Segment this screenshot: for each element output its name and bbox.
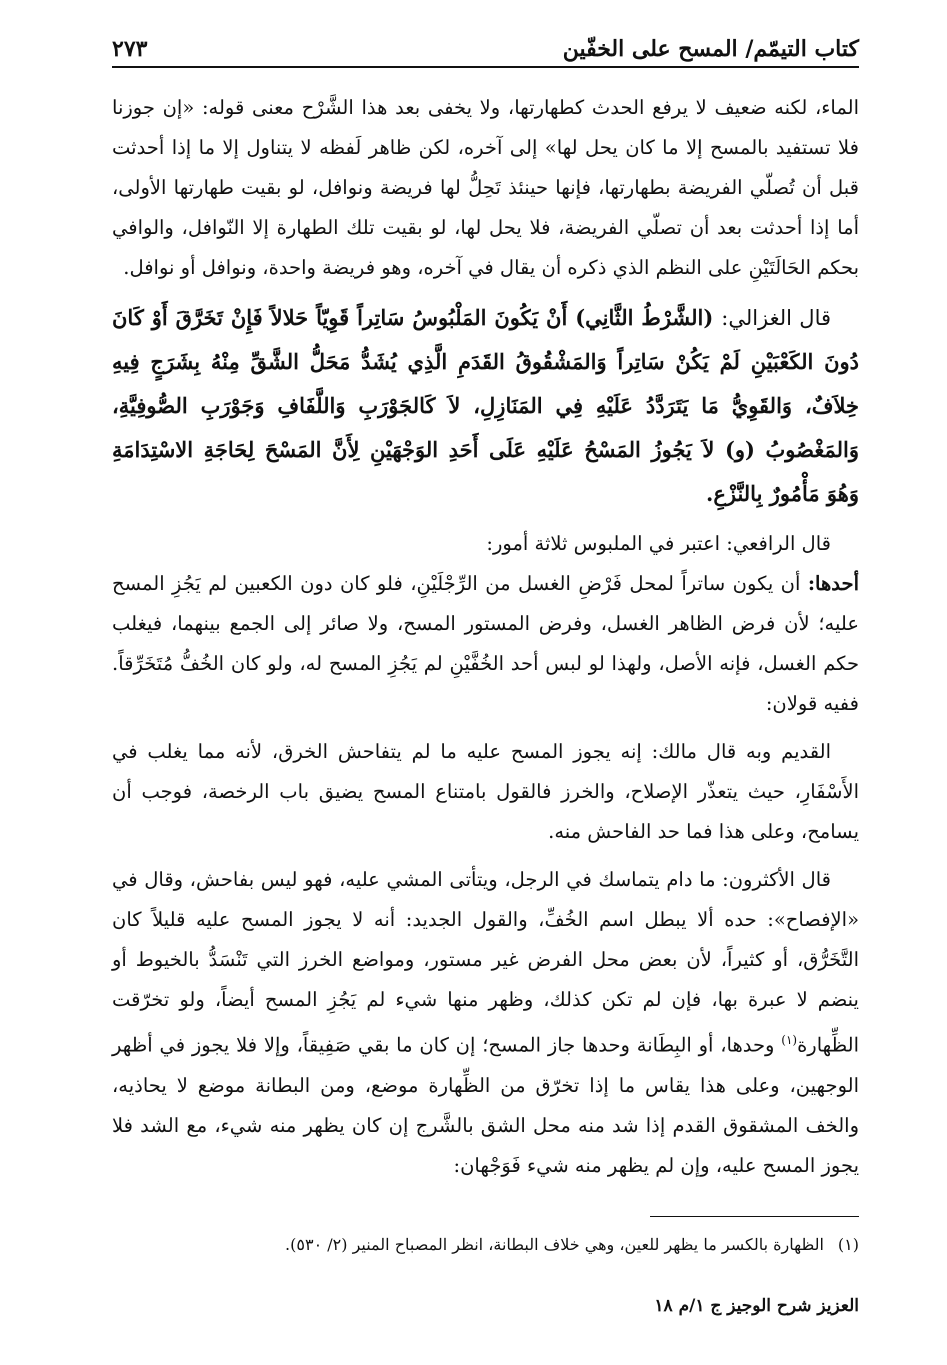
footnote-marker: (١) xyxy=(837,1235,859,1254)
paragraph-old-view: القديم وبه قال مالك: إنه يجوز المسح عليه ما لم يتفاحش الخرق، لأنه مما يغلب في الأَسْفَارِ، حيث يتعذّر الإصلاح، والخرز فالقول بامتناع المسح يضيق باب الرخصة، فوجب أن يسامح، وعلى هذا فما حد الفاحش منه. xyxy=(112,740,859,843)
paragraph-majority-view: قال الأكثرون: ما دام يتماسك في الرجل، ويتأتى المشي عليه، فهو ليس بفاحش، وقال في «الإفصاح»: حده ألا يبطل اسم الخُفِّ، والقول الجديد: أنه لا يجوز المسح عليه قليلاً كان التَّخَرُّق، أو كثيراً، لأن بعض محل الفرض غير مستور، ومواضع الخرز التي تَنْسَدُّ بالخيوط أو ينضم لا عبرة بها، فإن لم تكن كذلك، وظهر منها شيء لم يَجُزِ المسح أيضاً، ولو تخرّقت الظِّهارة$^{(١)}$ وحدها، أو البِطَانة وحدها جاز المسح؛ إن كان ما بقي صَفِيقاً، وإلا فلا يجوز في أظهر الوجهين، وعلى هذا يقاس ما إذا تخرّق من الظِّهارة موضع، ومن البطانة موضع لا يحاذيه، والخف المشقوق القدم إذا شد منه محل الشق بالشَّرج إن كان يظهر منه شيء، مع الشد فلا يجوز المسح عليه، وإن لم يظهر منه شيء فَوَجْهان: xyxy=(112,868,859,1177)
footnote-text: الظهارة بالكسر ما يظهر للعين، وهي خلاف البطانة، انظر المصباح المنير (٢/ ٥٣٠). xyxy=(285,1235,824,1254)
ghazali-quote xyxy=(112,296,859,516)
rafii-intro: قال الرافعي: اعتبر في الملبوس ثلاثة أمور: xyxy=(486,532,831,555)
printer-signature: العزيز شرح الوجيز ج ١/م ١٨ xyxy=(654,1296,859,1316)
paragraph-commentary-end: الماء، لكنه ضعيف لا يرفع الحدث كطهارتها، ولا يخفى بعد هذا الشَّرْح معنى قوله: «إن جوزنا فلا تستفيد بالمسح إلا ما كان يحل لها» إلى آخره، لكن ظاهر لَفظه لا يتناول إلا ما إذا أحدثت قبل أن تُصلّي الفريضة بطهارتها، فإنها حينئذ تَحِلُّ لها فريضة ونوافل، لو بقيت طهارتها الأولى، أما إذا أحدثت بعد أن تصلّي الفريضة، فلا يحل لها، لو بقيت تلك الطهارة إلا النّوافل، والوافي بحكم الحَالَتَيْنِ على النظم الذي ذكره أن يقال في آخره، وهو فريضة واحدة، ونوافل أو نوافل. xyxy=(112,96,859,279)
paragraph-first-condition: أحدها: أن يكون ساتراً لمحل فَرْضِ الغسل من الرِّجْلَيْنِ، فلو كان دون الكعبين لم يَجُزِ المسح عليه؛ لأن فرض الظاهر الغسل، وفرض المستور المسح، ولا صائر إلى الجمع بينهما، فيغلب حكم الغسل، فإنه الأصل، ولهذا لو لبس أحد الخُفَّيْنِ لم يَجُزِ المسح له، ولو كان الخُفُّ مُتَخَرِّقاً. ففيه قولان: xyxy=(112,572,859,715)
first-condition-lead: أحدها: xyxy=(807,572,859,595)
main-text xyxy=(112,88,859,1194)
page-number: ٢٧٣ xyxy=(112,36,148,62)
ghazali-text: (الشَّرْطُ الثَّانِي) أَنْ يَكُونَ المَلْبُوسُ سَاتِراً قَوِيّاً حَلالاً فَإِنْ تَخَرَّقَ أَوْ كَانَ دُونَ الكَعْبَيْنِ لَمْ يَكُنْ سَاتِراً وَالمَشْقُوقُ القَدَمِ الَّذِي يُشَدُّ مَحَلُّ الشَّقِّ مِنْهُ بِشَرَجٍ فِيهِ خِلاَفٌ، وَالقَوِيُّ مَا يَتَرَدَّدُ عَلَيْهِ فِي المَنَازِلِ، لاَ كَالجَوْرَبِ وَاللَّفَافِ وَجَوْرَبِ الصُّوفِيَّةِ، وَالمَغْصُوبُ (و) لاَ يَجُوزُ المَسْحُ عَلَيْهِ عَلَى أَحَدِ الوَجْهَيْنِ لِأَنَّ المَسْحَ لِحَاجَةِ الاسْتِدَامَةِ وَهُوَ مَأْمُورٌ بِالنَّزْعِ. xyxy=(112,305,859,506)
footnote-reference[interactable]: (١) xyxy=(781,1033,798,1047)
running-header xyxy=(112,22,859,68)
footnote-divider xyxy=(650,1216,859,1217)
book-title: كتاب التيمّم/ المسح على الخفّين xyxy=(562,36,859,62)
ghazali-lead: قال الغزالي: xyxy=(721,306,832,330)
footnote xyxy=(112,1232,859,1258)
